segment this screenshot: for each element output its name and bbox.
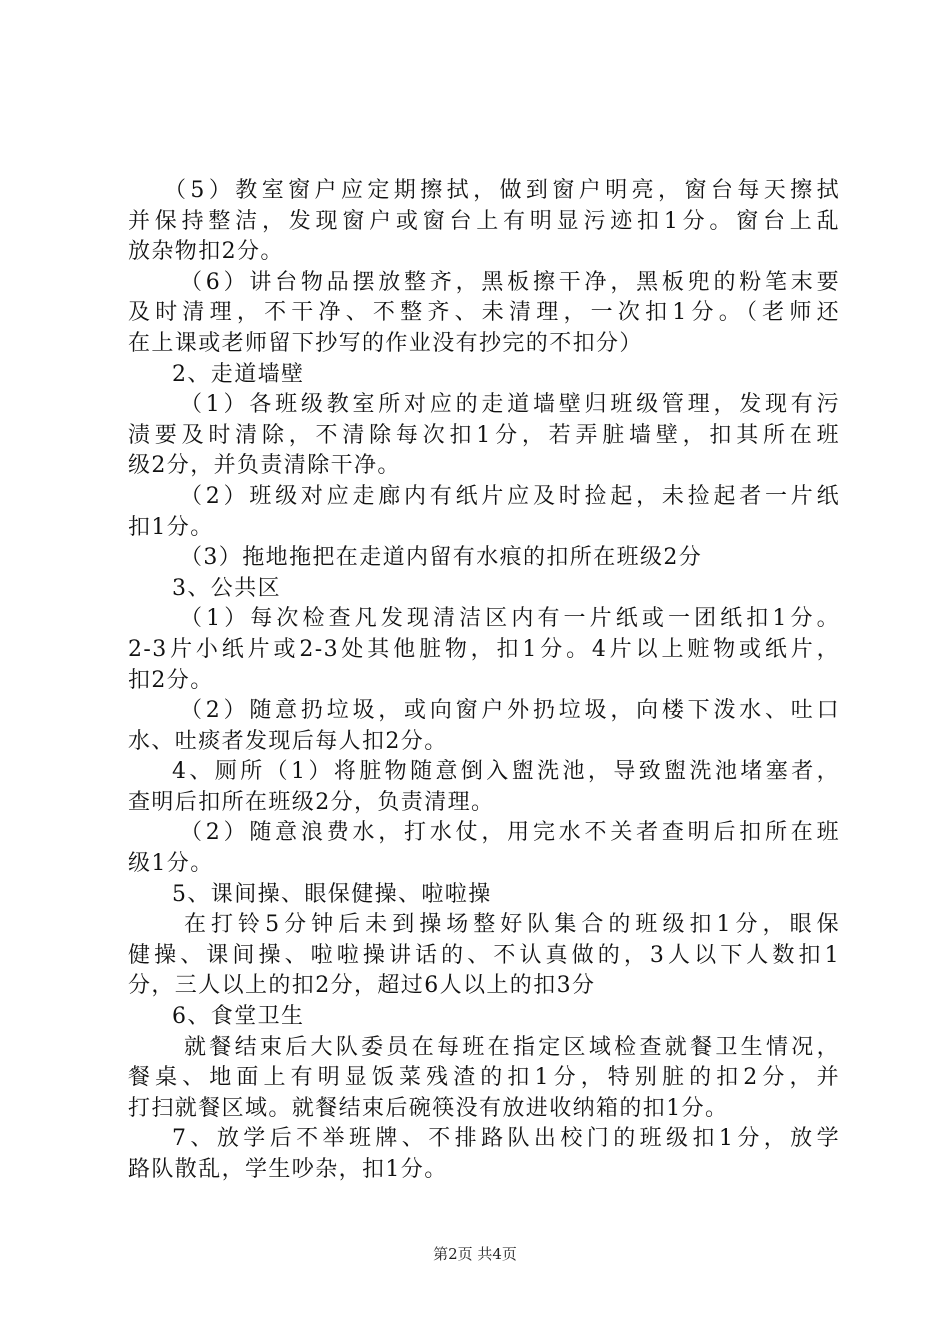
text-line: 3、公共区 (172, 575, 281, 601)
text-line: 放杂物扣2分。 (128, 239, 284, 265)
text-line: 4、厕所（1）将脏物随意倒入盥洗池，导致盥洗池堵塞者， (172, 759, 840, 785)
text-line: 2-3片小纸片或2-3处其他脏物，扣1分。4片以上赃物或纸片， (128, 636, 840, 662)
text-line: 在打铃5分钟后未到操场整好队集合的班级扣1分，眼保 (184, 912, 840, 938)
text-line: 级2分，并负责清除干净。 (128, 453, 401, 479)
text-line: 渍要及时清除，不清除每次扣1分，若弄脏墙壁，扣其所在班 (128, 422, 840, 448)
text-line: 5、课间操、眼保健操、啦啦操 (172, 881, 492, 907)
text-line: 查明后扣所在班级2分，负责清理。 (128, 789, 495, 815)
text-line: （2）随意扔垃圾，或向窗户外扔垃圾，向楼下泼水、吐口 (180, 698, 840, 724)
text-line: （2）班级对应走廊内有纸片应及时捡起，未捡起者一片纸 (180, 483, 840, 509)
text-line: （2）随意浪费水，打水仗，用完水不关者查明后扣所在班 (180, 820, 840, 846)
document-body (128, 176, 840, 1186)
text-line: 扣1分。 (128, 514, 214, 540)
text-line: 2、走道墙壁 (172, 361, 305, 387)
text-line: （5）教室窗户应定期擦拭，做到窗户明亮，窗台每天擦拭 (164, 178, 840, 203)
page-footer: 第2页 共4页 (433, 1245, 517, 1263)
text-line: 健操、课间操、啦啦操讲话的、不认真做的，3人以下人数扣1 (128, 942, 840, 968)
text-line: 打扫就餐区域。就餐结束后碗筷没有放进收纳箱的扣1分。 (128, 1095, 729, 1121)
text-line: 级1分。 (128, 851, 214, 877)
text-line: 并保持整洁，发现窗户或窗台上有明显污迹扣1分。窗台上乱 (128, 208, 840, 234)
text-line: 分，三人以上的扣2分，超过6人以上的扣3分 (128, 973, 596, 999)
text-line: 及时清理，不干净、不整齐、未清理，一次扣1分。（老师还 (128, 300, 840, 326)
text-line: 在上课或老师留下抄写的作业没有抄完的不扣分） (128, 330, 643, 356)
text-line: 水、吐痰者发现后每人扣2分。 (128, 728, 448, 754)
text-line: （1）每次检查凡发现清洁区内有一片纸或一团纸扣1分。 (180, 606, 840, 632)
text-line: 7、放学后不举班牌、不排路队出校门的班级扣1分，放学 (172, 1126, 840, 1152)
text-line: （1）各班级教室所对应的走道墙壁归班级管理，发现有污 (180, 392, 840, 418)
text-line: （6）讲台物品摆放整齐，黑板擦干净，黑板兜的粉笔末要 (180, 269, 840, 295)
text-line: 扣2分。 (128, 667, 214, 693)
text-line: 6、食堂卫生 (172, 1004, 305, 1030)
text-line: 就餐结束后大队委员在每班在指定区域检查就餐卫生情况， (184, 1034, 840, 1060)
text-line: （3）拖地拖把在走道内留有水痕的扣所在班级2分 (180, 545, 703, 571)
text-line: 餐桌、地面上有明显饭菜残渣的扣1分，特别脏的扣2分，并 (128, 1065, 840, 1091)
text-line: 路队散乱，学生吵杂，扣1分。 (128, 1157, 448, 1182)
